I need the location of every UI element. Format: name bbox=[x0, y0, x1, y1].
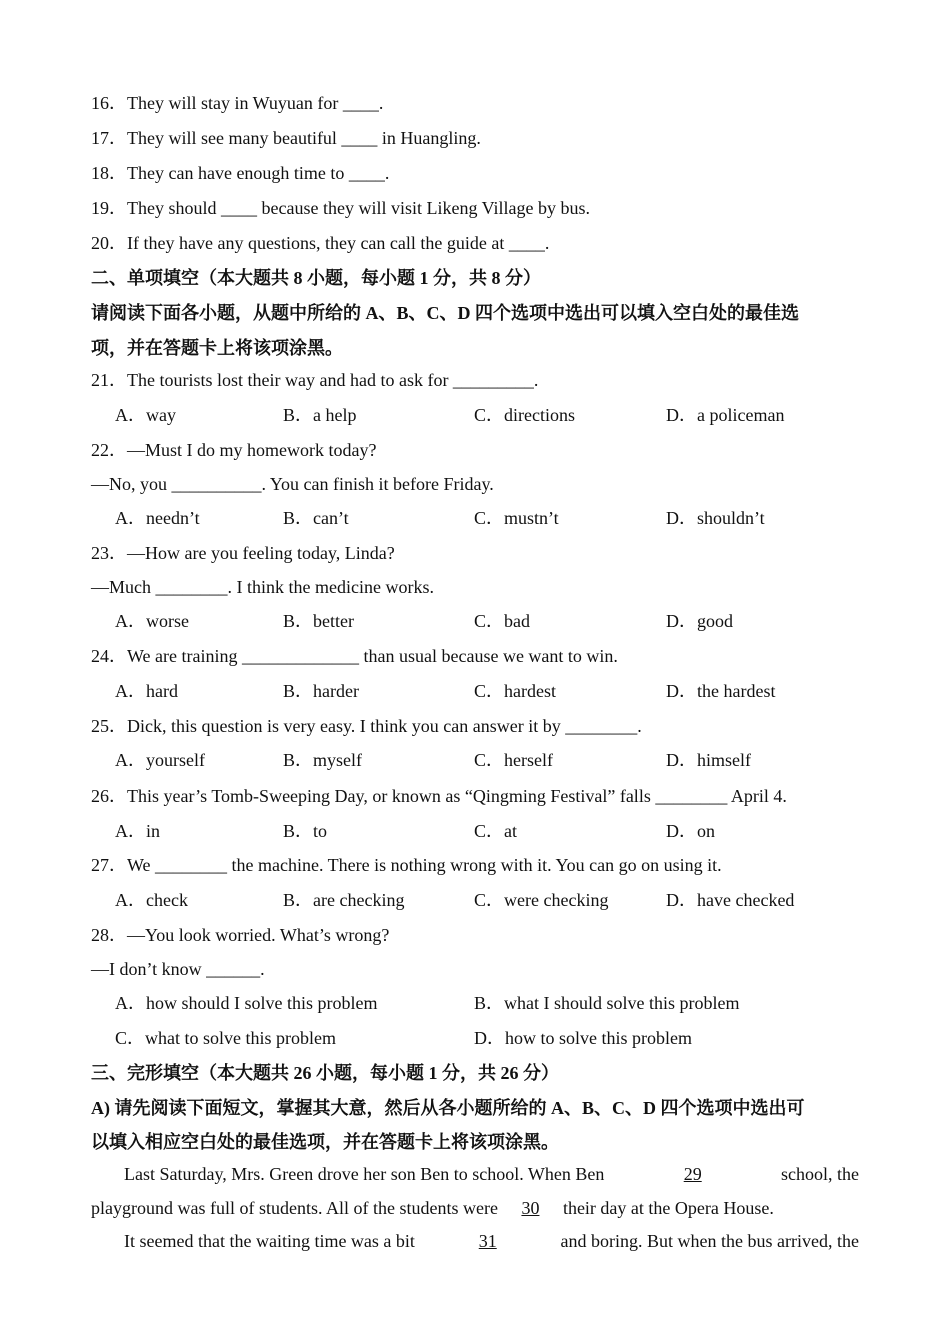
blank-30: 30 bbox=[521, 1198, 540, 1218]
question-18: 18．They can have enough time to ____. bbox=[91, 163, 390, 183]
section2-heading: 二、单项填空（本大题共 8 小题，每小题 1 分，共 8 分） bbox=[91, 268, 541, 288]
q23-option-d: D．good bbox=[666, 611, 733, 631]
q22-option-d: D．shouldn’t bbox=[666, 508, 765, 528]
section3-heading: 三、完形填空（本大题共 26 小题，每小题 1 分，共 26 分） bbox=[91, 1063, 559, 1083]
section2-instruction-1: 请阅读下面各小题，从题中所给的 A、B、C、D 四个选项中选出可以填入空白处的最佳选 bbox=[91, 303, 799, 323]
passage-text: It seemed that the waiting time was a bit bbox=[124, 1231, 415, 1251]
q21-option-c: C．directions bbox=[474, 405, 575, 425]
q25-option-b: B．myself bbox=[283, 750, 362, 770]
q25-option-c: C．herself bbox=[474, 750, 553, 770]
question-27: 27．We ________ the machine. There is nothing wrong with it. You can go on using it. bbox=[91, 855, 722, 875]
question-17: 17．They will see many beautiful ____ in Huangling. bbox=[91, 128, 481, 148]
section2-instruction-2: 项，并在答题卡上将该项涂黑。 bbox=[91, 338, 343, 358]
passage-line-2 bbox=[91, 1196, 774, 1220]
q26-option-a: A．in bbox=[115, 821, 160, 841]
q21-option-d: D．a policeman bbox=[666, 405, 785, 425]
q28-option-a: A．how should I solve this problem bbox=[115, 993, 378, 1013]
section3-instruction-2: 以填入相应空白处的最佳选项，并在答题卡上将该项涂黑。 bbox=[91, 1132, 559, 1152]
q25-option-d: D．himself bbox=[666, 750, 751, 770]
q28-option-c: C．what to solve this problem bbox=[115, 1028, 336, 1048]
q22-option-a: A．needn’t bbox=[115, 508, 200, 528]
q28-option-b: B．what I should solve this problem bbox=[474, 993, 740, 1013]
q22-option-c: C．mustn’t bbox=[474, 508, 559, 528]
q27-option-c: C．were checking bbox=[474, 890, 609, 910]
q27-option-d: D．have checked bbox=[666, 890, 795, 910]
passage-text: Last Saturday, Mrs. Green drove her son Ben to school. When Ben bbox=[124, 1164, 605, 1184]
passage-text: and boring. But when the bus arrived, the bbox=[560, 1231, 859, 1251]
question-23-reply: —Much ________. I think the medicine works. bbox=[91, 577, 434, 597]
q25-option-a: A．yourself bbox=[115, 750, 205, 770]
question-19: 19．They should ____ because they will visit Likeng Village by bus. bbox=[91, 198, 591, 218]
question-22-reply: —No, you __________. You can finish it before Friday. bbox=[91, 474, 494, 494]
passage-text: school, the bbox=[781, 1164, 859, 1184]
q27-option-a: A．check bbox=[115, 890, 188, 910]
blank-31: 31 bbox=[478, 1231, 497, 1251]
section3-instruction-1: A) 请先阅读下面短文，掌握其大意，然后从各小题所给的 A、B、C、D 四个选项中选出可 bbox=[91, 1098, 805, 1118]
question-23: 23．—How are you feeling today, Linda? bbox=[91, 543, 395, 563]
passage-text: their day at the Opera House. bbox=[562, 1198, 774, 1218]
q21-option-b: B．a help bbox=[283, 405, 357, 425]
blank-29: 29 bbox=[683, 1164, 702, 1184]
q23-option-b: B．better bbox=[283, 611, 354, 631]
q27-option-b: B．are checking bbox=[283, 890, 405, 910]
question-28: 28．—You look worried. What’s wrong? bbox=[91, 925, 390, 945]
q28-option-d: D．how to solve this problem bbox=[474, 1028, 692, 1048]
question-24: 24．We are training _____________ than usual because we want to win. bbox=[91, 646, 618, 666]
question-22: 22．—Must I do my homework today? bbox=[91, 440, 377, 460]
q26-option-d: D．on bbox=[666, 821, 715, 841]
q26-option-b: B．to bbox=[283, 821, 328, 841]
q24-option-c: C．hardest bbox=[474, 681, 556, 701]
q23-option-a: A．worse bbox=[115, 611, 189, 631]
q26-option-c: C．at bbox=[474, 821, 517, 841]
q21-option-a: A．way bbox=[115, 405, 176, 425]
passage-line-1 bbox=[124, 1162, 859, 1186]
q24-option-b: B．harder bbox=[283, 681, 359, 701]
question-26: 26．This year’s Tomb-Sweeping Day, or known as “Qingming Festival” falls ________ April 4. bbox=[91, 786, 787, 806]
question-16: 16．They will stay in Wuyuan for ____. bbox=[91, 93, 384, 113]
q22-option-b: B．can’t bbox=[283, 508, 349, 528]
question-28-reply: —I don’t know ______. bbox=[91, 959, 265, 979]
passage-line-3 bbox=[124, 1229, 859, 1253]
q23-option-c: C．bad bbox=[474, 611, 530, 631]
passage-text: playground was full of students. All of the students were bbox=[91, 1198, 498, 1218]
question-25: 25．Dick, this question is very easy. I think you can answer it by ________. bbox=[91, 716, 642, 736]
q24-option-a: A．hard bbox=[115, 681, 178, 701]
q24-option-d: D．the hardest bbox=[666, 681, 776, 701]
question-21: 21．The tourists lost their way and had to ask for _________. bbox=[91, 370, 539, 390]
question-20: 20．If they have any questions, they can call the guide at ____. bbox=[91, 233, 550, 253]
